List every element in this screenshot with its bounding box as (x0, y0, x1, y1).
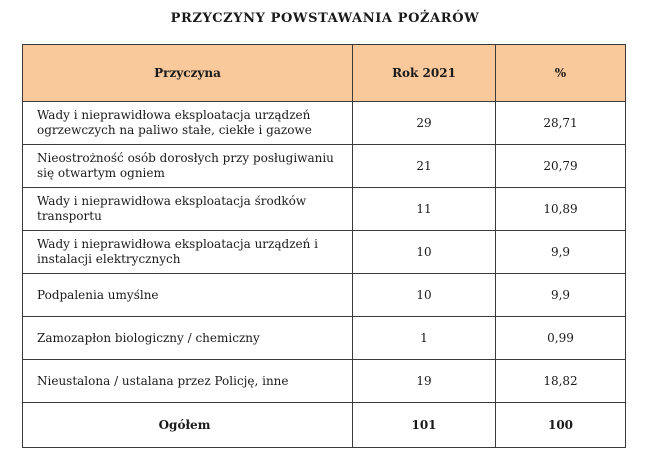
table-row (23, 188, 626, 231)
count-cell: 29 (353, 102, 496, 145)
cause-cell: Wady i nieprawidłowa eksploatacja urządzeń i instalacji elektrycznych (23, 231, 353, 274)
percent-cell: 20,79 (496, 145, 626, 188)
cause-cell: Wady i nieprawidłowa eksploatacja urządzeń ogrzewczych na paliwo stałe, ciekłe i gazowe (23, 102, 353, 145)
fire-causes-table (22, 44, 626, 448)
cause-cell: Zamozapłon biologiczny / chemiczny (23, 317, 353, 360)
percent-cell: 10,89 (496, 188, 626, 231)
percent-cell: 9,9 (496, 231, 626, 274)
total-row (23, 403, 626, 448)
count-cell: 19 (353, 360, 496, 403)
percent-cell: 28,71 (496, 102, 626, 145)
percent-cell: 18,82 (496, 360, 626, 403)
total-label: Ogółem (23, 403, 353, 448)
table-row (23, 274, 626, 317)
total-count: 101 (353, 403, 496, 448)
cause-cell: Nieustalona / ustalana przez Policję, inne (23, 360, 353, 403)
table-row (23, 360, 626, 403)
page-title: PRZYCZYNY POWSTAWANIA POŻARÓW (170, 11, 480, 26)
cause-cell: Nieostrożność osób dorosłych przy posługiwaniu się otwartym ogniem (23, 145, 353, 188)
table-row (23, 145, 626, 188)
percent-cell: 9,9 (496, 274, 626, 317)
table-header-row (23, 45, 626, 102)
percent-cell: 0,99 (496, 317, 626, 360)
cause-cell: Wady i nieprawidłowa eksploatacja środków transportu (23, 188, 353, 231)
header-cause: Przyczyna (23, 45, 353, 102)
count-cell: 10 (353, 274, 496, 317)
count-cell: 1 (353, 317, 496, 360)
count-cell: 10 (353, 231, 496, 274)
total-percent: 100 (496, 403, 626, 448)
header-percent: % (496, 45, 626, 102)
table-row (23, 102, 626, 145)
cause-cell: Podpalenia umyślne (23, 274, 353, 317)
table-row (23, 231, 626, 274)
table-row (23, 317, 626, 360)
header-year: Rok 2021 (353, 45, 496, 102)
count-cell: 11 (353, 188, 496, 231)
count-cell: 21 (353, 145, 496, 188)
